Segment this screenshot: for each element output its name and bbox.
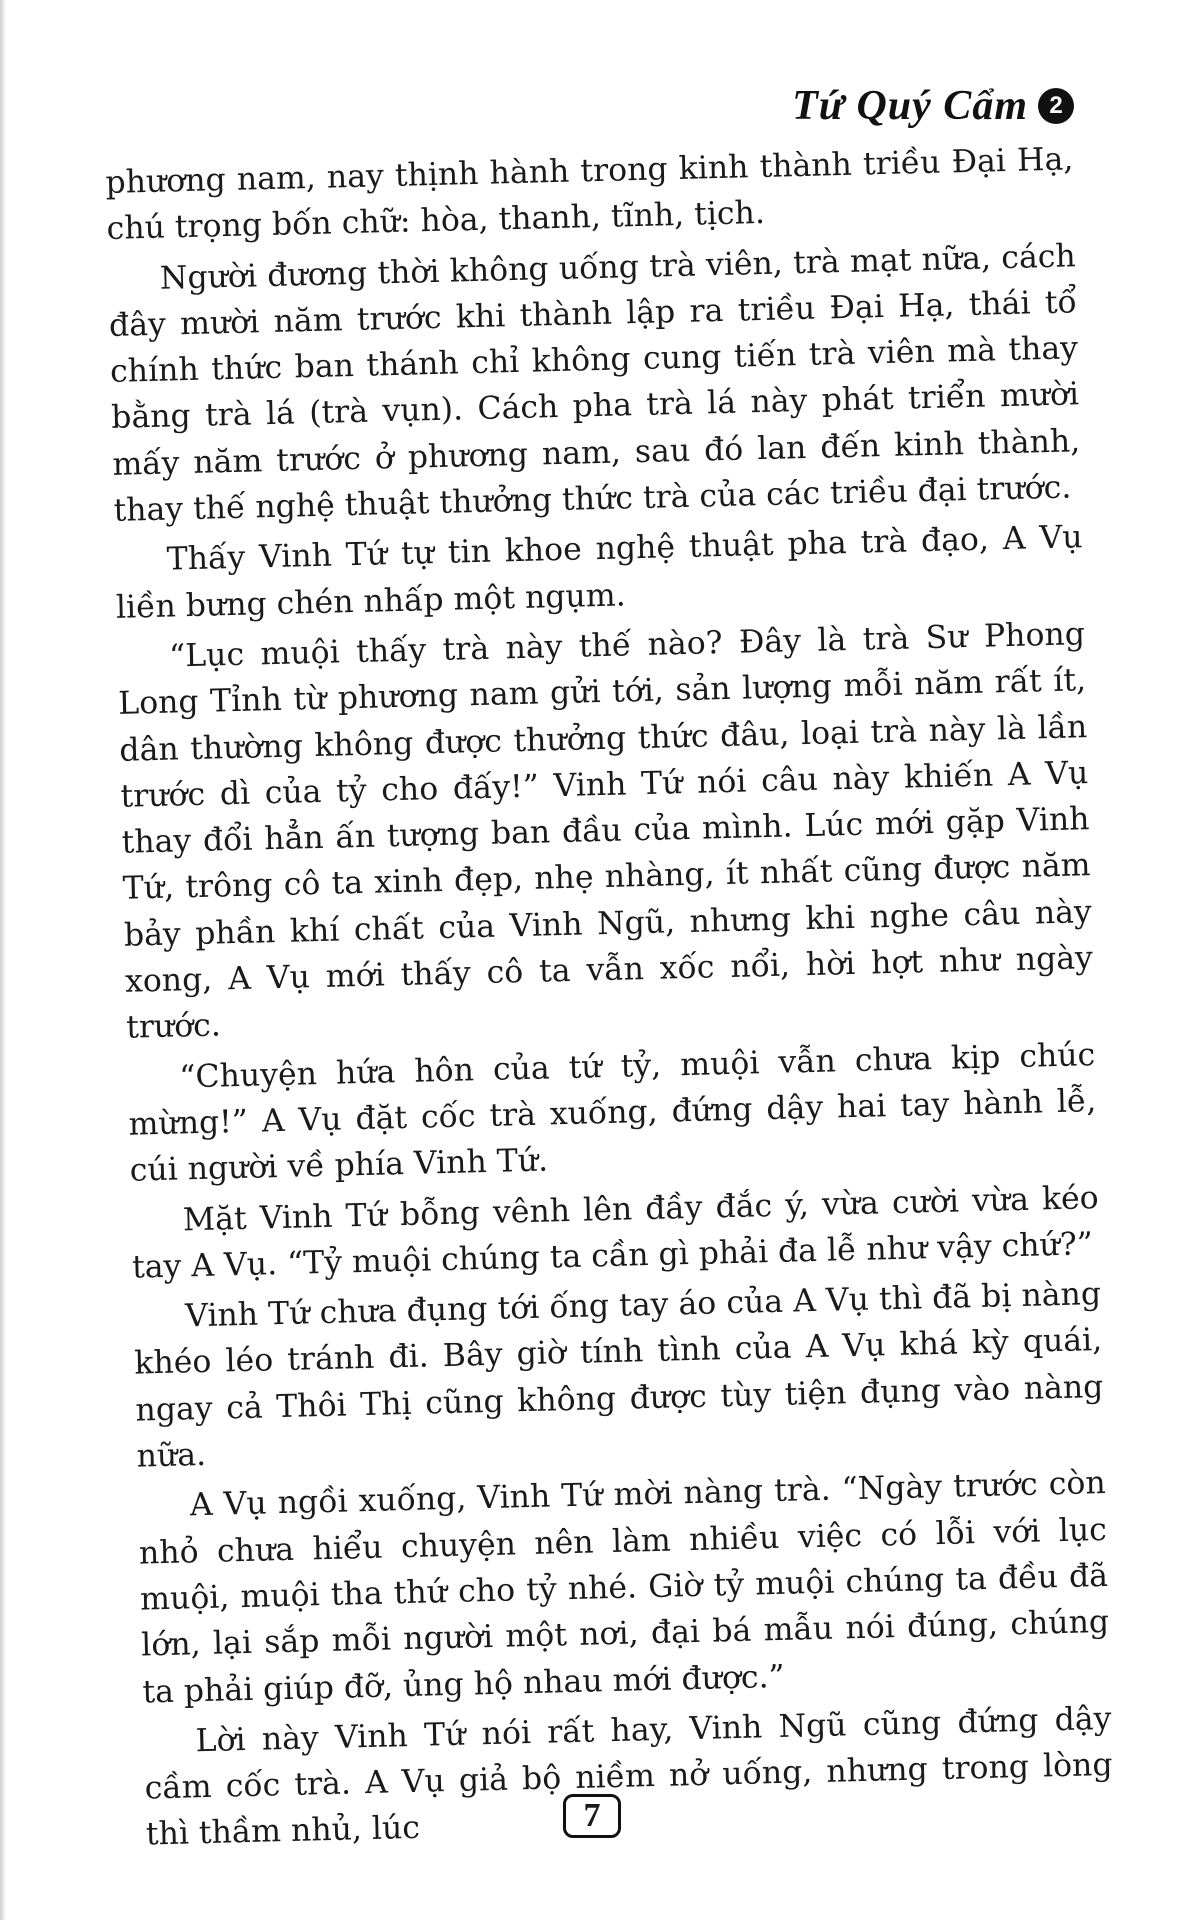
page-body-text xyxy=(105,136,1114,1862)
book-title: Tứ Quý Cẩm xyxy=(792,83,1028,129)
paragraph: Lời này Vinh Tứ nói rất hay, Vinh Ngũ cũng đứng dậy cầm cốc trà. A Vụ giả bộ niềm nở uống, nhưng trong lòng thì thầm nhủ, lúc xyxy=(144,1700,1113,1853)
page-edge-shadow xyxy=(0,0,6,1920)
paragraph: A Vụ ngồi xuống, Vinh Tứ mời nàng trà. “Ngày trước còn nhỏ chưa hiểu chuyện nên làm nhiều việc có lỗi với lục muội, muội tha thứ cho tỷ nhé. Giờ tỷ muội chúng ta đều đã lớn, lại sắp mỗi người một nơi, đại bá mẫu nói đúng, chúng ta phải giúp đỡ, ủng hộ nhau mới được.” xyxy=(138,1465,1110,1711)
paragraph: “Lục muội thấy trà này thế nào? Đây là trà Sư Phong Long Tỉnh từ phương nam gửi tới, sản lượng mỗi năm rất ít, dân thường không được thưởng thức đâu, loại trà này là lần trước dì của tỷ cho đấy!” Vinh Tứ nói câu này khiến A Vụ thay đổi hẳn ấn tượng ban đầu của mình. Lúc mới gặp Vinh Tứ, trông cô ta xinh đẹp, nhẹ nhàng, ít nhất cũng được năm bảy phần khí chất của Vinh Ngũ, nhưng khi nghe câu này xong, A Vụ mới thấy cô ta vẫn xốc nổi, hời hợt như ngày trước. xyxy=(117,616,1094,1047)
paragraph: Người đương thời không uống trà viên, trà mạt nữa, cách đây mười năm trước khi thành lập ra triều Đại Hạ, thái tổ chính thức ban thánh chỉ không cung tiến trà viên mà thay bằng trà lá (trà vụn). Cách pha trà lá này phát triển mười mấy năm trước ở phương nam, sau đó lan đến kinh thành, thay thế nghệ thuật thưởng thức trà của các triều đại trước. xyxy=(108,237,1081,529)
paragraph: “Chuyện hứa hôn của tứ tỷ, muội vẫn chưa kịp chúc mừng!” A Vụ đặt cốc trà xuống, đứng dậy hai tay hành lễ, cúi người về phía Vinh Tứ. xyxy=(128,1036,1097,1189)
volume-badge: 2 xyxy=(1038,88,1074,124)
running-header xyxy=(792,82,1074,130)
paragraph: Thấy Vinh Tứ tự tin khoe nghệ thuật pha trà đạo, A Vụ liền bưng chén nhấp một ngụm. xyxy=(115,519,1083,626)
paragraph: phương nam, nay thịnh hành trong kinh thành triều Đại Hạ, chú trọng bốn chữ: hòa, thanh, tĩnh, tịch. xyxy=(105,141,1074,248)
paragraph: Vinh Tứ chưa đụng tới ống tay áo của A Vụ thì đã bị nàng khéo léo tránh đi. Bây giờ tính tình của A Vụ khá kỳ quái, ngay cả Thôi Thị cũng không được tùy tiện đụng vào nàng nữa. xyxy=(133,1276,1104,1475)
page-number: 7 xyxy=(563,1794,621,1838)
paragraph: Mặt Vinh Tứ bỗng vênh lên đầy đắc ý, vừa cười vừa kéo tay A Vụ. “Tỷ muội chúng ta cần gì phải đa lễ như vậy chứ?” xyxy=(131,1179,1100,1286)
